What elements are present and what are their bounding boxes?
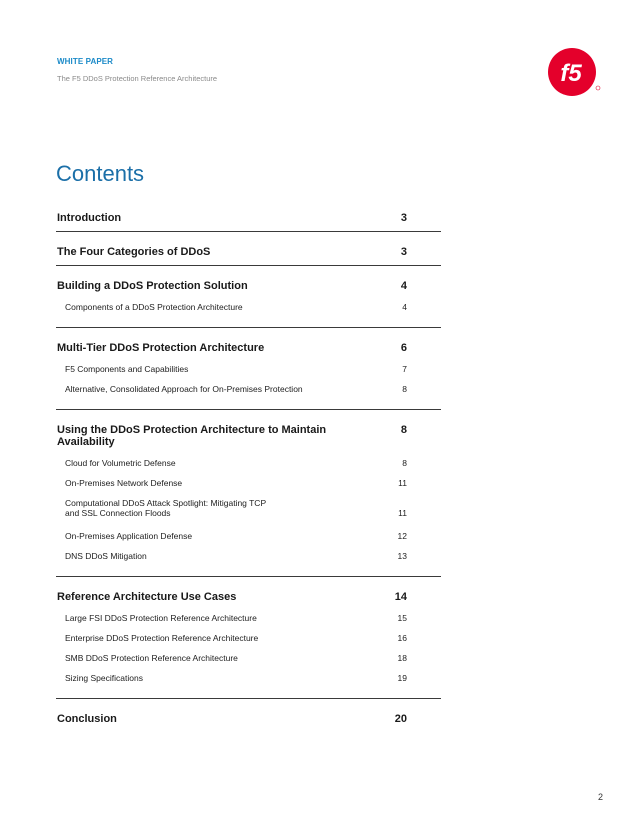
toc-subentry-page: 7 [402,364,407,374]
toc-subentry-page: 13 [397,551,407,561]
toc-entry[interactable] [56,328,441,361]
toc-subentry[interactable] [56,670,441,690]
toc-entry-title: Conclusion [57,713,117,725]
toc-subentry-title: DNS DDoS Mitigation [65,551,147,561]
toc-subentry[interactable] [56,548,441,568]
toc-entry-title: Building a DDoS Protection Solution [57,280,248,292]
document-type-label: WHITE PAPER [57,57,114,66]
toc-subentry[interactable] [56,495,441,528]
toc-entry[interactable] [56,699,441,732]
toc-entry-title: The Four Categories of DDoS [57,246,211,258]
toc-section [56,409,441,576]
toc-subentry-page: 8 [402,384,407,394]
toc-section [56,698,441,732]
toc-subentry-page: 18 [397,653,407,663]
toc-entry-page: 3 [400,212,407,224]
toc-entry-page: 6 [400,342,407,354]
toc-subentry-page: 19 [397,673,407,683]
toc-subentry-title: Cloud for Volumetric Defense [65,458,176,468]
toc-subentry-page: 15 [397,613,407,623]
logo-text: f5 [560,60,582,87]
toc-entry[interactable] [56,198,441,231]
contents-title: Contents [56,161,145,186]
toc-section [56,576,441,698]
toc-subentry-page: 12 [397,531,407,541]
toc-entry[interactable] [56,410,441,455]
toc-entry-page: 20 [394,713,407,725]
toc-subentry[interactable] [56,610,441,630]
table-of-contents [56,200,441,732]
toc-subentry-title: On-Premises Network Defense [65,478,183,488]
toc-subentry[interactable] [56,381,441,401]
toc-entry-title: Introduction [57,212,122,224]
toc-subentry[interactable] [56,630,441,650]
toc-entry-page: 3 [400,246,407,258]
toc-subentry-page: 11 [398,508,407,518]
toc-subentry-title: SMB DDoS Protection Reference Architecture [65,653,238,663]
toc-entry-title: Using the DDoS Protection Architecture to Maintain Availability [57,424,327,448]
toc-subentry[interactable] [56,528,441,548]
toc-subentry-title: Alternative, Consolidated Approach for On-Premises Protection [65,384,303,394]
f5-logo [545,44,601,100]
toc-subentry-title: On-Premises Application Defense [65,531,193,541]
toc-subentry-page: 16 [397,633,407,643]
toc-subentry-title: Components of a DDoS Protection Architecture [65,302,243,312]
toc-subentry-page: 8 [402,458,407,468]
toc-subentry-title: F5 Components and Capabilities [65,364,189,374]
toc-section [56,198,441,231]
toc-subentry-title: Computational DDoS Attack Spotlight: Mitigating TCP and SSL Connection Floods [65,498,267,518]
toc-entry[interactable] [56,577,441,610]
toc-entry-page: 8 [400,424,407,436]
toc-subentry[interactable] [56,455,441,475]
toc-subentry-title: Sizing Specifications [65,673,143,683]
toc-section [56,231,441,265]
toc-entry[interactable] [56,266,441,299]
toc-entry-page: 4 [400,280,407,292]
toc-subentry-title: Large FSI DDoS Protection Reference Architecture [65,613,257,623]
toc-subentry[interactable] [56,299,441,319]
toc-entry-title: Multi-Tier DDoS Protection Architecture [57,342,265,354]
toc-subentry[interactable] [56,650,441,670]
toc-entry-page: 14 [394,591,407,603]
toc-subentry-title: Enterprise DDoS Protection Reference Architecture [65,633,259,643]
toc-subentry-page: 11 [398,478,407,488]
toc-subentry[interactable] [56,361,441,381]
toc-subentry-page: 4 [402,302,407,312]
toc-entry[interactable] [56,232,441,265]
toc-subentry[interactable] [56,475,441,495]
toc-section [56,327,441,409]
document-subtitle: The F5 DDoS Protection Reference Architecture [57,74,218,83]
page-number: 2 [598,792,604,802]
toc-section [56,265,441,327]
toc-entry-title: Reference Architecture Use Cases [57,591,237,603]
